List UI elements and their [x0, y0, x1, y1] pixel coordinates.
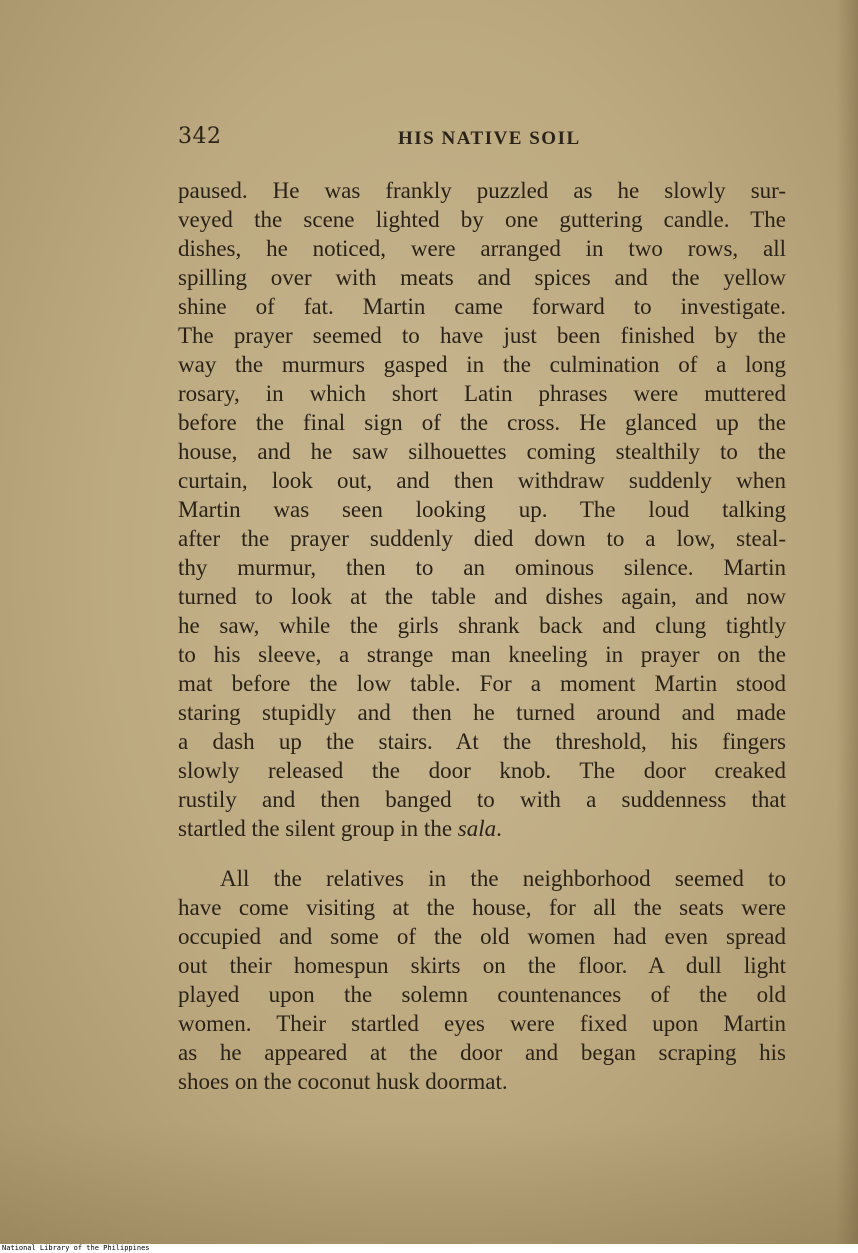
text-line: played upon the solemn countenances of the old — [178, 982, 786, 1007]
text-line: he saw, while the girls shrank back and clung tightly — [178, 613, 786, 638]
text-line: rustily and then banged to with a suddenness that — [178, 787, 786, 812]
text-line: spilling over with meats and spices and the yellow — [178, 265, 786, 290]
text-line: after the prayer suddenly died down to a low, steal- — [178, 526, 786, 551]
text-line: house, and he saw silhouettes coming stealthily to the — [178, 439, 786, 464]
text-line: dishes, he noticed, were arranged in two rows, all — [178, 236, 786, 261]
text-line: rosary, in which short Latin phrases were muttered — [178, 381, 786, 406]
running-title: HIS NATIVE SOIL — [398, 128, 581, 149]
text-line: as he appeared at the door and began scraping his — [178, 1040, 786, 1065]
paragraph-2 — [178, 864, 786, 1096]
text-line: curtain, look out, and then withdraw suddenly when — [178, 468, 786, 493]
text-line: occupied and some of the old women had even spread — [178, 924, 786, 949]
page-bottom-shadow — [0, 1124, 858, 1244]
text-line-last: shoes on the coconut husk doormat. — [178, 1069, 508, 1094]
text-line: veyed the scene lighted by one guttering candle. The — [178, 207, 786, 232]
page-edge-shadow — [836, 0, 858, 1244]
text-line: Martin was seen looking up. The loud talking — [178, 497, 786, 522]
text-line: slowly released the door knob. The door creaked — [178, 758, 786, 783]
text-line: turned to look at the table and dishes again, and now — [178, 584, 786, 609]
text-line: mat before the low table. For a moment Martin stood — [178, 671, 786, 696]
italic-word: sala — [457, 816, 497, 841]
text-line: before the final sign of the cross. He glanced up the — [178, 410, 786, 435]
text-line: The prayer seemed to have just been finished by the — [178, 323, 786, 348]
text-fragment: startled the silent group in the — [178, 816, 458, 841]
text-line: out their homespun skirts on the floor. A dull light — [178, 953, 786, 978]
text-line: All the relatives in the neighborhood seemed to — [220, 866, 786, 891]
page-number: 342 — [178, 124, 222, 149]
text-line: shine of fat. Martin came forward to investigate. — [178, 294, 786, 319]
text-line: to his sleeve, a strange man kneeling in prayer on the — [178, 642, 786, 667]
text-line: way the murmurs gasped in the culmination of a long — [178, 352, 786, 377]
text-line: women. Their startled eyes were fixed upon Martin — [178, 1011, 786, 1036]
text-line: have come visiting at the house, for all the seats were — [178, 895, 786, 920]
text-line: thy murmur, then to an ominous silence. Martin — [178, 555, 786, 580]
text-line-last — [178, 814, 786, 843]
library-credit: National Library of the Philippines — [2, 1244, 150, 1252]
paragraph-1 — [178, 176, 786, 843]
text-fragment: . — [496, 816, 502, 841]
text-line: staring stupidly and then he turned around and made — [178, 700, 786, 725]
text-line: paused. He was frankly puzzled as he slowly sur- — [178, 178, 786, 203]
running-head — [178, 124, 786, 154]
text-line: a dash up the stairs. At the threshold, his fingers — [178, 729, 786, 754]
